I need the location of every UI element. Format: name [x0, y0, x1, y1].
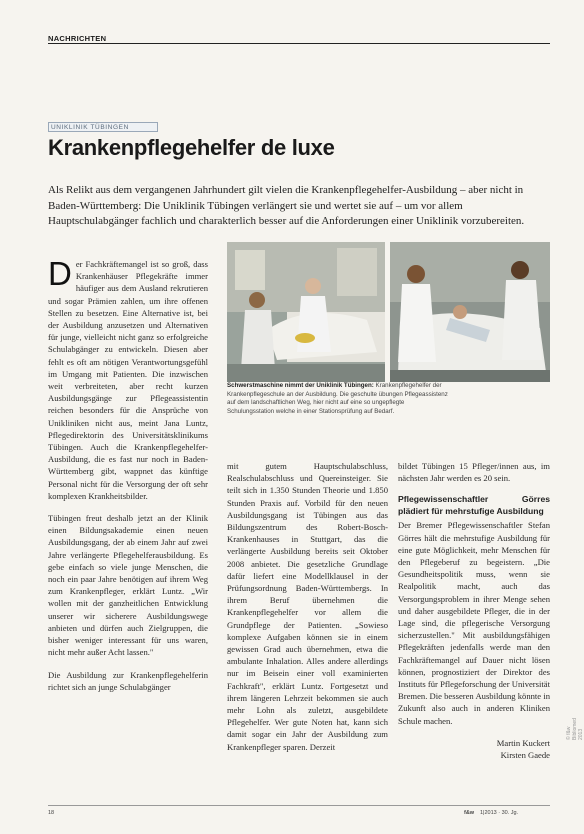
magazine-name: f&w: [464, 810, 475, 816]
photo-left: [227, 242, 385, 382]
caption-lead: Schwerstmaschine nimmt der Uniklinik Tübingen:: [227, 382, 374, 389]
col1-paragraph-3: Die Ausbildung zur Krankenpflegehelferin richtet sich an junge Schulabgänger: [48, 669, 208, 692]
margin-note: © f&w Bibliomed 2013: [566, 718, 584, 740]
headline: Krankenpflegehelfer de luxe: [48, 135, 335, 160]
column-1: [48, 255, 208, 703]
lead-paragraph: Als Relikt aus dem vergangenen Jahrhundert gilt vielen die Krankenpflegehelfer-Ausbildung – aber nicht in Baden-Württemberg: Die Uniklinik Tübingen verlängert sie und wertet sie auf – um vor allem Hauptschulabgänger fachlich und charakterlich besser auf die Anforderungen einer Uniklinik vorzubereiten.: [48, 184, 525, 227]
signature-2: Kirsten Gaede: [500, 750, 550, 761]
col3-paragraph-2: Der Bremer Pflegewissenschaftler Stefan Görres hält die mehrstufige Ausbildung für eine gute Möglichkeit, mehr Menschen für den Pflegeberuf zu begeistern. „Die Gesundheitspolitik muss, wenn sie Realpolitik macht, auch das Versorgungsproblem in ihrer Menge sehen und daher ausgebildete Pfleger, die in der Lage sind, die pflegerische Versorgung sicherzustellen." Mit ausbildungsfähigen Pflegekräften jedenfalls werde man den Fachkräftemangel auf Dauer nicht lösen können, prognostiziert der Direktor des Instituts für Pflegeforschung der Universität Bremen. Die besseren Ausbildung könnte in Zukunft also auch in anderen Kliniken Schule machen.: [398, 520, 550, 726]
col1-paragraph-2: Tübingen freut deshalb jetzt an der Klinik einen Bildungsakademie einen neuen Ausbildungsgang, der ab einem Jahr auf zwei Jahre verlängerte Pflegehelferausbildung. Es gebe einfach so viele junge Menschen, die noch ein paar Jahre benötigen auf ihrem Weg zum Krankenpfleger, erklärt Luntz. „Wir wollen mit der ganzheitlichen Entwicklung unserer wir sicherere Ausbildungswege anbieten und dürfen auch Zielgruppen, die bisher weniger interessant für uns waren, nicht mehr außer Acht lassen.": [48, 513, 208, 658]
caption-text: Krankenpflegehelfer der Krankenpflegeschule an der Ausbildung. Die geschulte übungen Pflegeassistenz auf dem landschaftlichen Weg, hier nicht auf eine so ungepflegte Schulungsstation welche in einer Stationsprüfung auf Bedarf.: [227, 382, 448, 415]
photo-right: [390, 242, 550, 382]
issue-info: 1|2013 · 30. Jg.: [480, 810, 519, 816]
col3-subhead: Pflegewissenschaftler Görres plädiert für mehrstufige Ausbildung: [398, 494, 550, 516]
signature-1: Martin Kuckert: [496, 737, 550, 748]
drop-cap: D: [48, 255, 72, 292]
kicker: UNIKLINIK TÜBINGEN: [48, 122, 158, 132]
section-label: NACHRICHTEN: [48, 34, 107, 43]
col1-paragraph-1: Der Fachkräftemangel ist so groß, dass Krankenhäuser Pflegekräfte immer häufiger aus dem Ausland rekrutieren und sogar Prämien zahlen, um ihre offenen Stellen zu besetzen. Eine Alternative ist, bei der Ausbildung anzusetzen und Alternativen für junge, vielleicht nicht ganz so erfolgreiche Schulabgänger zu entwickeln. Diesen aber fehlt es oft am nötigen Verantwortungsgefühl im Umgang mit Patienten. Die inzwischen weit verbreiteten, aber recht kurzen Ausbildungsgänge zur Pflegeassistentin reichen besonders für die Ansprüche von Unikliniken nicht aus, meint Jana Luntz, Pflegedirektorin des Universitätsklinikums Tübingen. Auch die Krankenpflegehelfer-Ausbildung, die es fast nur noch in Baden-Württemberg gibt, wappnet das künftige Personal nicht für die Versorgung der oft sehr komplexen Krankheitsbilder.: [48, 255, 208, 501]
bottom-rule: [48, 805, 550, 806]
page-number: 18: [48, 810, 55, 816]
col3-paragraph-1: bildet Tübingen 15 Pfleger/innen aus, im nächsten Jahr werden es 20 sein.: [398, 461, 550, 484]
photo-caption: [227, 382, 451, 416]
col2-paragraph-1: mit gutem Hauptschulabschluss, Realschulabschluss und Quereinsteiger. Sie teilt sich in 1.350 Stunden Theorie und 1.850 Stunden Praxis auf. Vorbild für den neuen Ausbildungsgang ist Tübingen aus das Bildungszentrum des Robert-Bosch-Krankenhauses in Stuttgart, das die verlängerte Ausbildung bereits seit Oktober 2008 anbietet. Die gesetzliche Grundlage dafür liefert eine Modellklausel in der Prüfungsordnung Baden-Württembergs. In ihrem Beruf übernehmen die Krankenpflegehelfer vor allem die Grundpflege der Patienten. „Sowieso komplexe Aufgaben können sie in einem gewissen Grad auch übernehmen, etwa die ambulante Inhalation. Alles andere allerdings nur im Beisein einer voll examinierten Fachkraft", erklärt Luntz. Fortgesetzt und ihrem längeren Lehrzeit bekommen sie auch mehr Lohn als zuletzt, ausgebildete Pflegehelfer. Wer gute Noten hat, kann sich damit sogar ein Jahr der Ausbildung zum Krankenpfleger sparen. Derzeit: [227, 461, 388, 752]
column-2: [227, 460, 388, 763]
top-rule: [48, 43, 550, 44]
column-3: [398, 460, 550, 761]
